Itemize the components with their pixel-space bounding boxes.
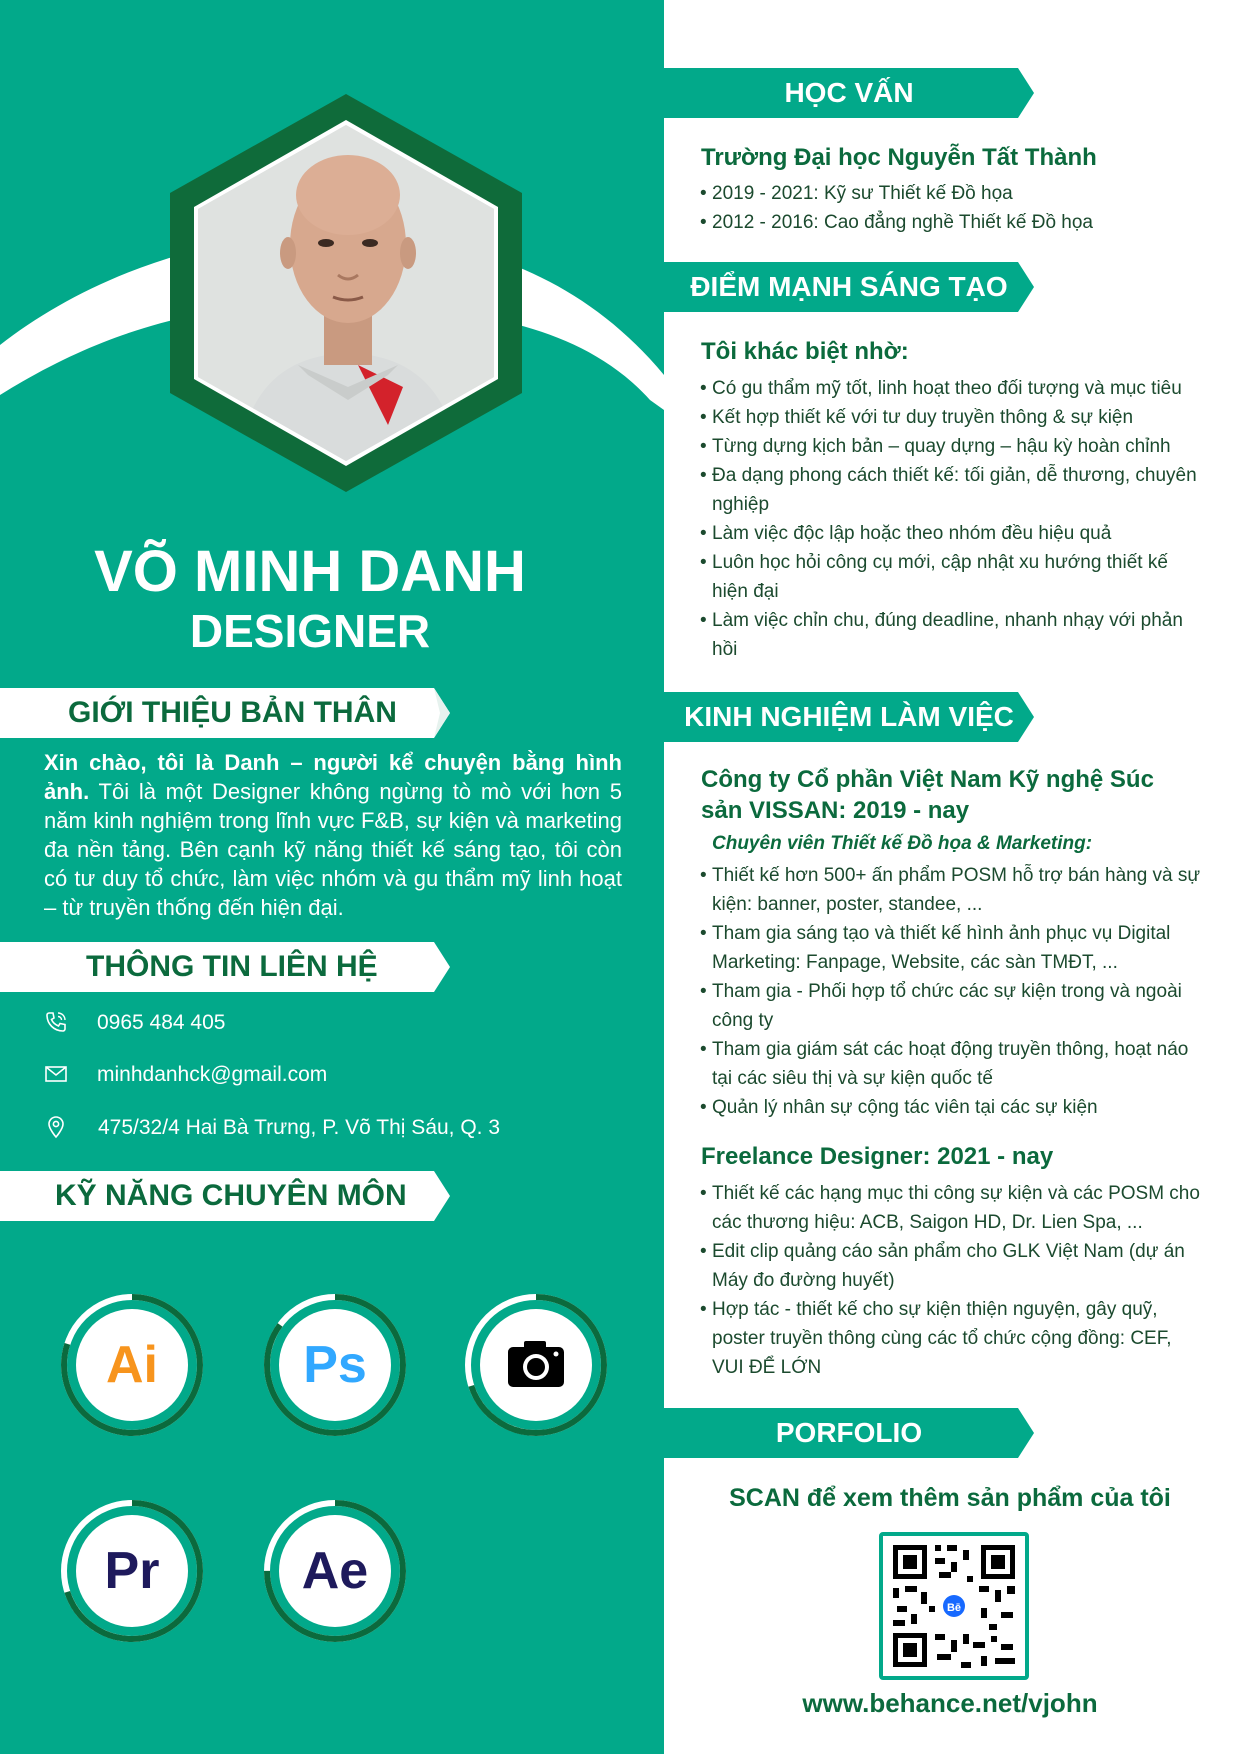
- list-item: • 2012 - 2016: Cao đẳng nghề Thiết kế Đồ họa: [700, 208, 1205, 237]
- email-address: minhdanhck@gmail.com: [97, 1063, 328, 1086]
- list-item: • Hợp tác - thiết kế cho sự kiện thiện nguyện, gây quỹ, poster truyền thông cùng các tổ chức cộng đồng: CEF, VUI ĐỂ LỚN: [700, 1295, 1205, 1382]
- list-item: • Quản lý nhân sự cộng tác viên tại các sự kiện: [700, 1093, 1205, 1122]
- skill-ring-camera: [462, 1291, 610, 1439]
- skill-premiere: [58, 1497, 206, 1645]
- list-item: • Từng dựng kịch bản – quay dựng – hậu kỳ hoàn chỉnh: [700, 432, 1205, 461]
- list-item: • Tham gia sáng tạo và thiết kế hình ảnh phục vụ Digital Marketing: Fanpage, Website, các sàn TMĐT, ...: [700, 919, 1205, 977]
- education-list: [700, 179, 1205, 237]
- job2-company: Freelance Designer: 2021 - nay: [701, 1143, 1054, 1170]
- premiere-icon: Pr: [76, 1515, 188, 1627]
- strengths-heading: ĐIỂM MẠNH SÁNG TẠO: [690, 271, 1008, 302]
- education-heading: HỌC VẤN: [784, 77, 914, 108]
- camera-icon: [508, 1341, 564, 1387]
- illustrator-icon: Ai: [76, 1309, 188, 1421]
- job2-list: [700, 1179, 1205, 1382]
- list-item: • Tham gia giám sát các hoạt động truyền thông, hoạt náo tại các siêu thị và sự kiện quốc tế: [700, 1035, 1205, 1093]
- behance-badge: Bē: [946, 1602, 962, 1614]
- list-item: • Đa dạng phong cách thiết kế: tối giản, dễ thương, chuyên nghiệp: [700, 461, 1205, 519]
- strengths-list: [700, 374, 1205, 664]
- job-title: DESIGNER: [189, 605, 431, 657]
- intro-body: Tôi là một Designer không ngừng tò mò với hơn 5 năm kinh nghiệm trong lĩnh vực F&B, sự kiện và marketing đa nền tảng. Bên cạnh kỹ năng thiết kế sáng tạo, tôi còn có tư duy tổ chức, làm việc nhóm và gu thẩm mỹ linh hoạt – từ truyền thống đến hiện đại.: [44, 779, 622, 920]
- list-item: • Tham gia - Phối hợp tổ chức các sự kiện trong và ngoài công ty: [700, 977, 1205, 1035]
- job1-list: [700, 861, 1205, 1122]
- list-item: • Edit clip quảng cáo sản phẩm cho GLK Việt Nam (dự án Máy đo đường huyết): [700, 1237, 1205, 1295]
- list-item: • Kết hợp thiết kế với tư duy truyền thông & sự kiện: [700, 403, 1205, 432]
- list-item: • Luôn học hỏi công cụ mới, cập nhật xu hướng thiết kế hiện đại: [700, 548, 1205, 606]
- skills-heading: KỸ NĂNG CHUYÊN MÔN: [55, 1179, 407, 1212]
- phone-icon: [44, 1010, 68, 1034]
- skill-illustrator: [58, 1291, 206, 1439]
- job1-role: Chuyên viên Thiết kế Đồ họa & Marketing:: [712, 833, 1093, 854]
- scan-instruction: SCAN để xem thêm sản phẩm của tôi: [729, 1484, 1171, 1512]
- portfolio-url[interactable]: www.behance.net/vjohn: [802, 1688, 1098, 1718]
- location-pin-icon: [44, 1115, 68, 1139]
- intro-lead: Xin chào, tôi là Danh – người kể chuyện bằng hình ảnh.: [44, 750, 622, 804]
- intro-heading: GIỚI THIỆU BẢN THÂN: [68, 696, 397, 729]
- skill-after-effects: [261, 1497, 409, 1645]
- phone-number: 0965 484 405: [97, 1011, 226, 1034]
- strengths-lead: Tôi khác biệt nhờ:: [701, 338, 909, 365]
- person-name: VÕ MINH DANH: [94, 539, 526, 604]
- mail-icon: [44, 1062, 68, 1086]
- list-item: • Có gu thẩm mỹ tốt, linh hoạt theo đối tượng và mục tiêu: [700, 374, 1205, 403]
- photoshop-icon: Ps: [279, 1309, 391, 1421]
- address-text: 475/32/4 Hai Bà Trưng, P. Võ Thị Sáu, Q. 3: [98, 1116, 501, 1139]
- list-item: • Thiết kế hơn 500+ ấn phẩm POSM hỗ trợ bán hàng và sự kiện: banner, poster, standee, ...: [700, 861, 1205, 919]
- school-name: Trường Đại học Nguyễn Tất Thành: [701, 144, 1097, 171]
- job1-company: Công ty Cổ phần Việt Nam Kỹ nghệ Súc sản VISSAN: 2019 - nay: [701, 766, 1154, 824]
- list-item: • 2019 - 2021: Kỹ sư Thiết kế Đồ họa: [700, 179, 1205, 208]
- skill-photography: [462, 1291, 610, 1439]
- portfolio-heading: PORFOLIO: [775, 1417, 923, 1448]
- skill-photoshop: [261, 1291, 409, 1439]
- list-item: • Thiết kế các hạng mục thi công sự kiện và các POSM cho các thương hiệu: ACB, Saigon HD, Dr. Lien Spa, ...: [700, 1179, 1205, 1237]
- intro-text: [44, 748, 622, 922]
- qr-code-icon: [883, 1536, 1025, 1676]
- portfolio-qr-code[interactable]: [879, 1532, 1029, 1680]
- contact-heading: THÔNG TIN LIÊN HỆ: [86, 950, 378, 983]
- list-item: • Làm việc độc lập hoặc theo nhóm đều hiệu quả: [700, 519, 1205, 548]
- list-item: • Làm việc chỉn chu, đúng deadline, nhanh nhạy với phản hồi: [700, 606, 1205, 664]
- experience-heading: KINH NGHIỆM LÀM VIỆC: [684, 701, 1014, 732]
- after-effects-icon: Ae: [279, 1515, 391, 1627]
